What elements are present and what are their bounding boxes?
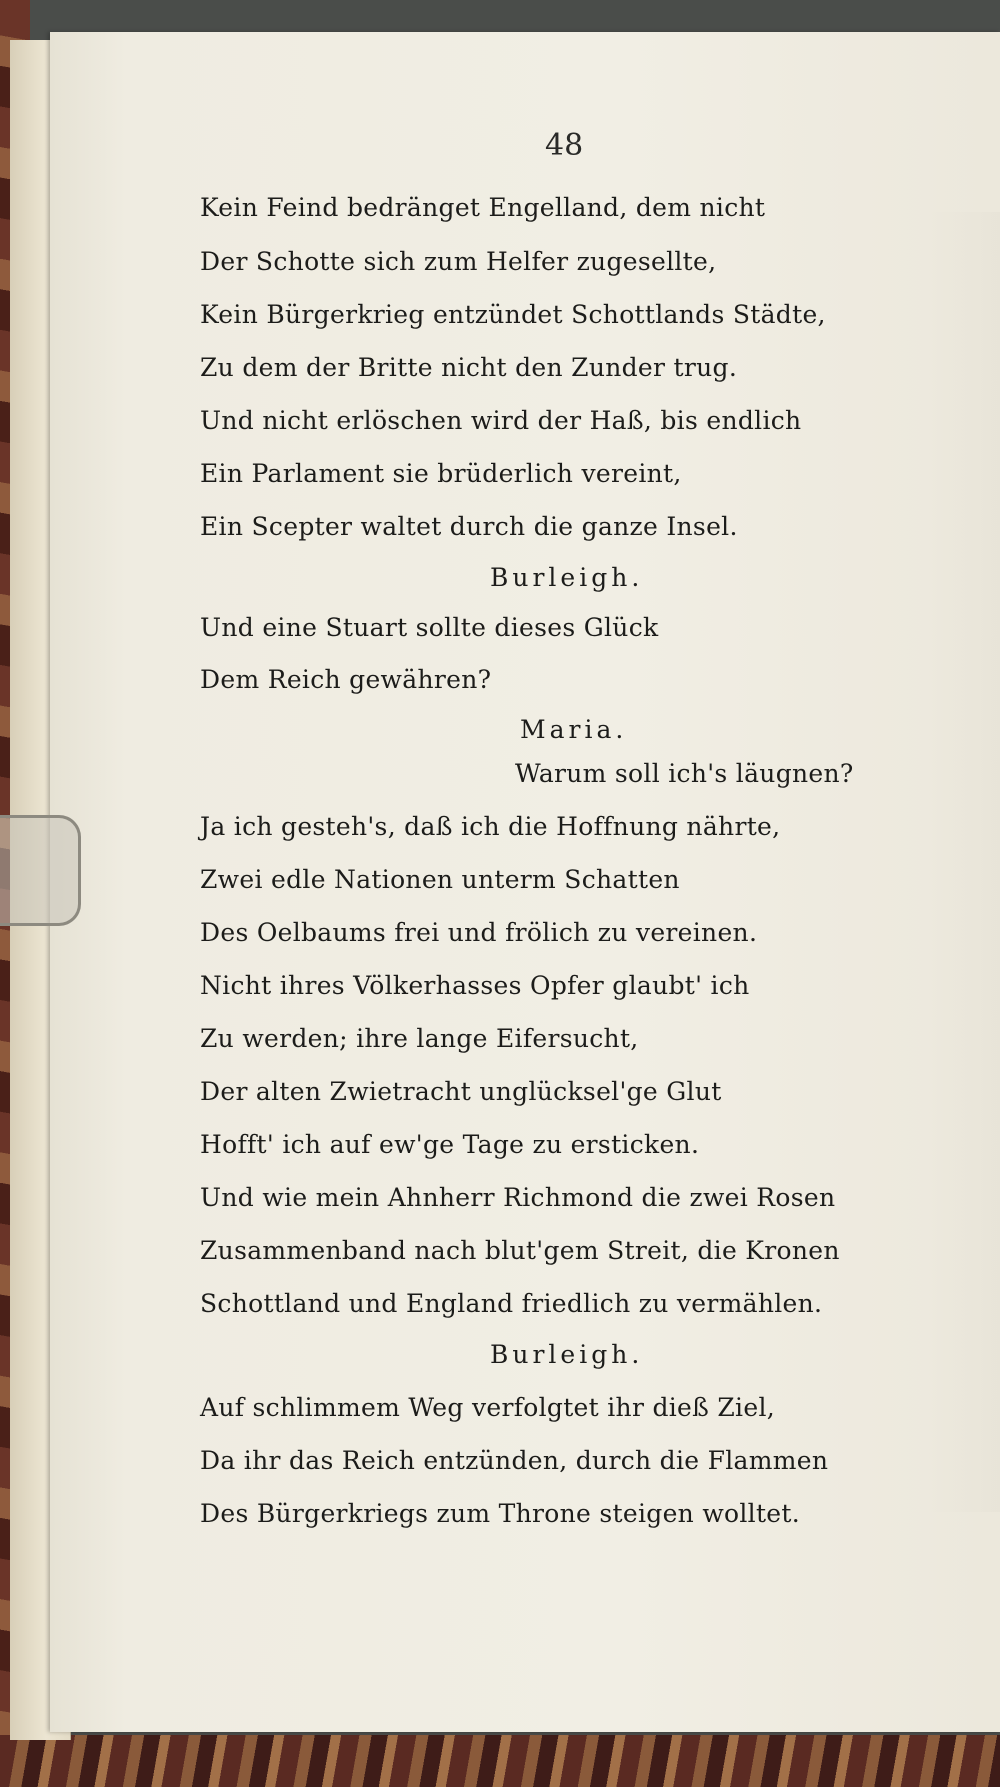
verse-line: Und wie mein Ahnherr Richmond die zwei Rosen [200, 1183, 836, 1212]
verse-line: Des Oelbaums frei und frölich zu vereinen. [200, 918, 758, 947]
verse-line: Ein Parlament sie brüderlich vereint, [200, 459, 682, 488]
verse-line: Kein Bürgerkrieg entzündet Schottlands Städte, [200, 300, 826, 329]
marbled-page-edge [0, 1735, 1000, 1787]
verse-line: Zwei edle Nationen unterm Schatten [200, 865, 680, 894]
verse-line: Hofft' ich auf ew'ge Tage zu ersticken. [200, 1130, 700, 1159]
page-number: 48 [545, 128, 584, 163]
speaker-name: Maria. [520, 715, 628, 744]
verse-line: Auf schlimmem Weg verfolgtet ihr dieß Ziel, [200, 1393, 775, 1422]
speaker-name: Burleigh. [490, 1340, 644, 1369]
verse-line: Der alten Zwietracht unglücksel'ge Glut [200, 1077, 722, 1106]
page-clip [0, 815, 81, 926]
verse-line: Dem Reich gewähren? [200, 665, 492, 694]
verse-line: Zusammenband nach blut'gem Streit, die Kronen [200, 1236, 840, 1265]
verse-line: Schottland und England friedlich zu vermählen. [200, 1289, 823, 1318]
verse-line: Warum soll ich's läugnen? [515, 759, 854, 788]
verse-line: Des Bürgerkriegs zum Throne steigen wolltet. [200, 1499, 800, 1528]
show-through [930, 212, 1000, 1512]
verse-line: Da ihr das Reich entzünden, durch die Flammen [200, 1446, 829, 1475]
verse-line: Und eine Stuart sollte dieses Glück [200, 613, 659, 642]
verse-line: Und nicht erlöschen wird der Haß, bis endlich [200, 406, 802, 435]
speaker-name: Burleigh. [490, 563, 644, 592]
verse-line: Ja ich gesteh's, daß ich die Hoffnung nährte, [200, 812, 781, 841]
verse-line: Kein Feind bedränget Engelland, dem nicht [200, 193, 766, 222]
verse-line: Zu werden; ihre lange Eifersucht, [200, 1024, 639, 1053]
verse-line: Der Schotte sich zum Helfer zugesellte, [200, 247, 717, 276]
verse-line: Zu dem der Britte nicht den Zunder trug. [200, 353, 738, 382]
verse-line: Ein Scepter waltet durch die ganze Insel. [200, 512, 738, 541]
verse-line: Nicht ihres Völkerhasses Opfer glaubt' ich [200, 971, 750, 1000]
